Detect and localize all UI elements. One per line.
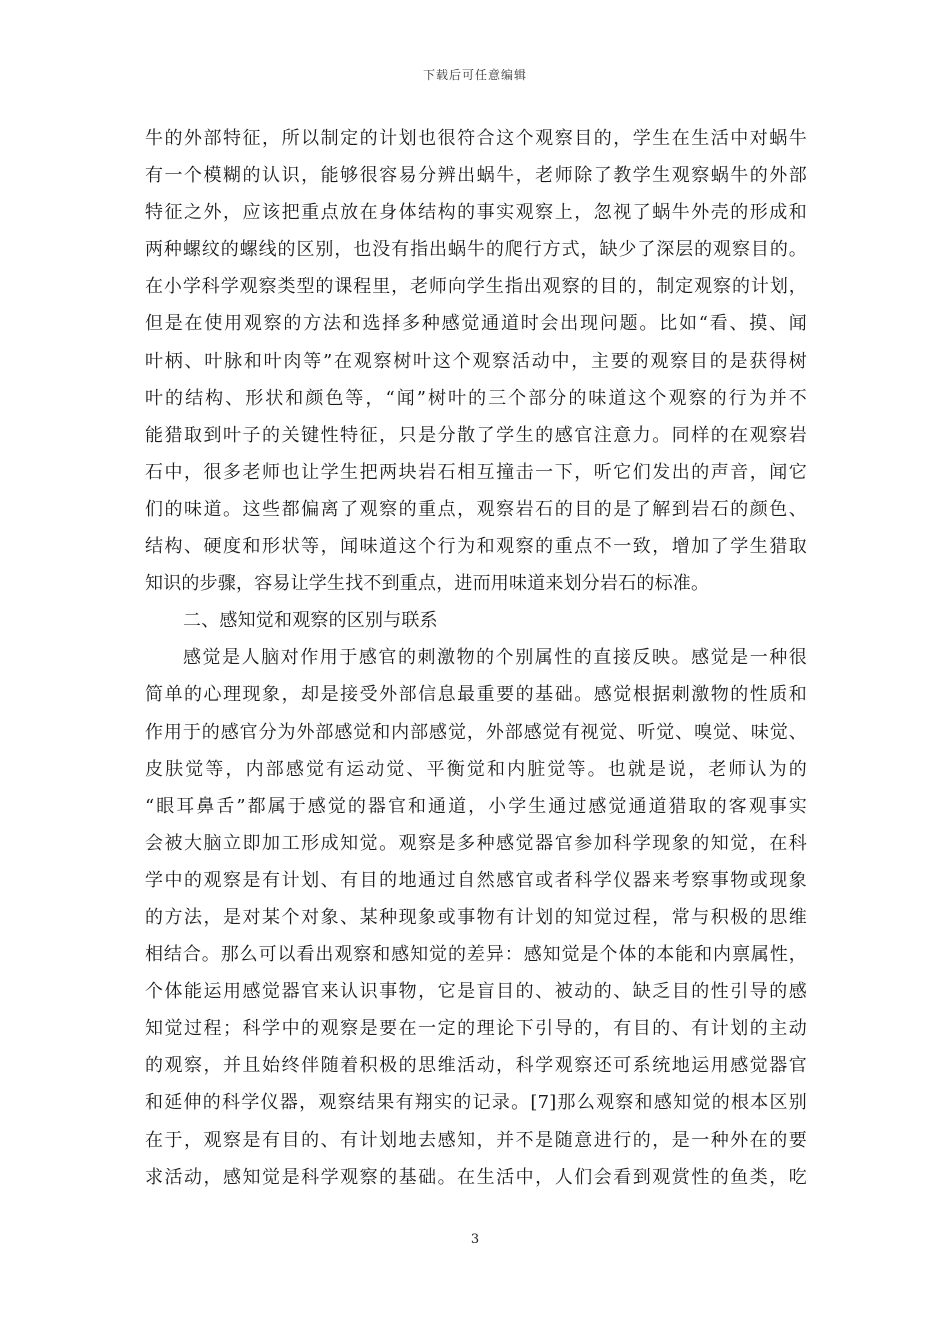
text-line: 能猎取到叶子的关键性特征，只是分散了学生的感官注意力。同样的在观察岩	[145, 424, 807, 446]
page-header: 下载后可任意编辑	[422, 68, 527, 82]
page-number: 3	[470, 1232, 480, 1247]
text-line: 叶的结构、形状和颜色等，“闻”树叶的三个部分的味道这个观察的行为并不	[145, 387, 807, 409]
text-line: 特征之外，应该把重点放在身体结构的事实观察上，忽视了蜗牛外壳的形成和	[145, 202, 807, 224]
text-line: 叶柄、叶脉和叶肉等”在观察树叶这个观察活动中，主要的观察目的是获得树	[145, 350, 807, 372]
text-line: 学中的观察是有计划、有目的地通过自然感官或者科学仪器来考察事物或现象	[145, 869, 807, 891]
text-line: 求活动，感知觉是科学观察的基础。在生活中，人们会看到观赏性的鱼类，吃	[145, 1166, 807, 1188]
text-line: 的方法，是对某个对象、某种现象或事物有计划的知觉过程，常与积极的思维	[145, 906, 807, 928]
text-line: 相结合。那么可以看出观察和感知觉的差异：感知觉是个体的本能和内禀属性，	[145, 944, 807, 966]
text-line: “眼耳鼻舌”都属于感觉的器官和通道，小学生通过感觉通道猎取的客观事实	[145, 795, 807, 817]
text-line: 知识的步骤，容易让学生找不到重点，进而用味道来划分岩石的标准。	[145, 573, 710, 595]
text-line: 的观察，并且始终伴随着积极的思维活动，科学观察还可系统地运用感觉器官	[145, 1055, 807, 1077]
text-line: 作用于的感官分为外部感觉和内部感觉，外部感觉有视觉、听觉、嗅觉、味觉、	[145, 721, 807, 743]
text-line: 但是在使用观察的方法和选择多种感觉通道时会出现问题。比如“看、摸、闻	[145, 313, 807, 335]
text-line: 石中，很多老师也让学生把两块岩石相互撞击一下，听它们发出的声音，闻它	[145, 461, 807, 483]
text-line: 皮肤觉等，内部感觉有运动觉、平衡觉和内脏觉等。也就是说，老师认为的	[145, 758, 807, 780]
text-line: 和延伸的科学仪器，观察结果有翔实的记录。[7]那么观察和感知觉的根本区别	[145, 1092, 807, 1114]
text-line: 在小学科学观察类型的课程里，老师向学生指出观察的目的，制定观察的计划，	[145, 276, 807, 298]
text-line: 会被大脑立即加工形成知觉。观察是多种感觉器官参加科学现象的知觉，在科	[145, 832, 807, 854]
text-line: 有一个模糊的认识，能够很容易分辨出蜗牛，老师除了教学生观察蜗牛的外部	[145, 165, 807, 187]
text-line: 两种螺纹的螺线的区别，也没有指出蜗牛的爬行方式，缺少了深层的观察目的。	[145, 239, 807, 261]
text-line: 牛的外部特征，所以制定的计划也很符合这个观察目的，学生在生活中对蜗牛	[145, 128, 807, 149]
paragraph-first-line: 感觉是人脑对作用于感官的刺激物的个别属性的直接反映。感觉是一种很	[183, 647, 807, 669]
text-line: 在于，观察是有目的、有计划地去感知，并不是随意进行的，是一种外在的要	[145, 1129, 807, 1151]
text-line: 简单的心理现象，却是接受外部信息最重要的基础。感觉根据刺激物的性质和	[145, 684, 807, 706]
document-body	[145, 120, 807, 1196]
text-line: 知觉过程；科学中的观察是要在一定的理论下引导的，有目的、有计划的主动	[145, 1018, 807, 1040]
section-heading: 二、感知觉和观察的区别与联系	[183, 610, 438, 632]
text-line: 结构、硬度和形状等，闻味道这个行为和观察的重点不一致，增加了学生猎取	[145, 536, 807, 558]
text-line: 们的味道。这些都偏离了观察的重点，观察岩石的目的是了解到岩石的颜色、	[145, 498, 807, 520]
text-line: 个体能运用感觉器官来认识事物，它是盲目的、被动的、缺乏目的性引导的感	[145, 981, 807, 1003]
